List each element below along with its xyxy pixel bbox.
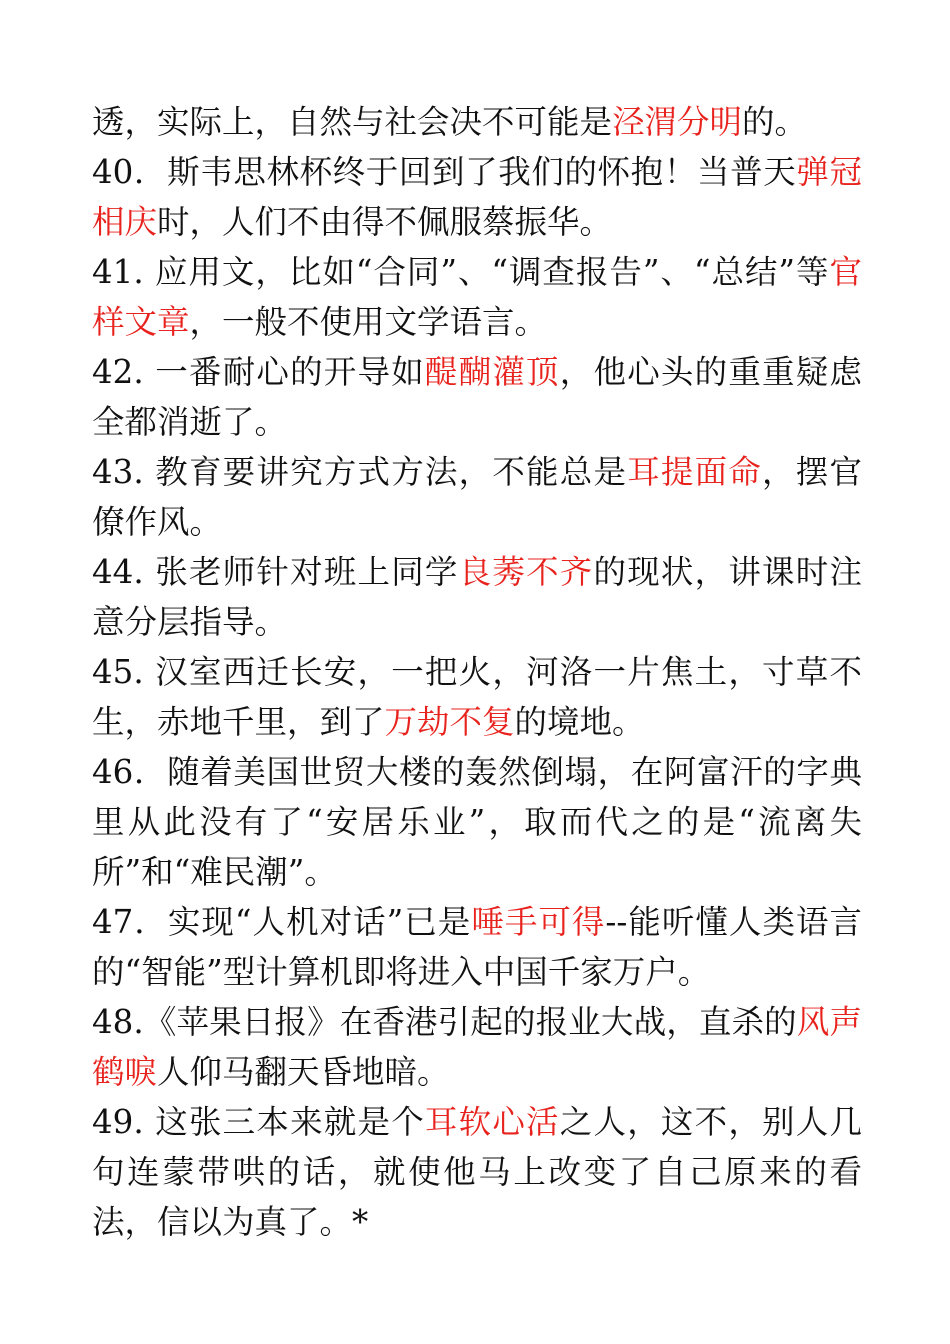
paragraph-45 xyxy=(92,647,862,747)
paragraph-40 xyxy=(92,147,862,247)
highlighted-idiom: 万劫不复 xyxy=(384,703,515,741)
paragraph-49 xyxy=(92,1097,862,1247)
segment: 人仰马翻天昏地暗。 xyxy=(157,1053,450,1091)
segment: ，摆官僚作风。 xyxy=(92,453,862,541)
segment: 46．随着美国世贸大楼的轰然倒塌，在阿富汗的字典里从此没有了“安居乐业”，取而代之的是“流离失所”和“难民潮”。 xyxy=(92,753,862,891)
paragraph-41 xyxy=(92,247,862,347)
paragraph-43 xyxy=(92,447,862,547)
segment: 47．实现“人机对话”已是 xyxy=(92,903,472,941)
paragraph-48 xyxy=(92,997,862,1097)
segment: 42. 一番耐心的开导如 xyxy=(92,353,425,391)
segment: 49. 这张三本来就是个 xyxy=(92,1103,425,1141)
segment: 透，实际上，自然与社会决不可能是 xyxy=(92,103,613,141)
segment: 时，人们不由得不佩服蔡振华。 xyxy=(157,203,613,241)
highlighted-idiom: 耳软心活 xyxy=(424,1103,560,1141)
segment: 41. 应用文，比如“合同”、“调查报告”、“总结”等 xyxy=(92,253,830,291)
segment: ，一般不使用文学语言。 xyxy=(189,303,548,341)
segment: 45. 汉室西迁长安，一把火，河洛一片焦土，寸草不生，赤地千里，到了 xyxy=(92,653,862,741)
paragraph-47 xyxy=(92,897,862,997)
paragraph-42 xyxy=(92,347,862,447)
segment: 44. 张老师针对班上同学 xyxy=(92,553,459,591)
highlighted-idiom: 风声鹤唳 xyxy=(92,1003,862,1091)
highlighted-idiom: 泾渭分明 xyxy=(612,103,743,141)
highlighted-idiom: 唾手可得 xyxy=(471,903,606,941)
segment: ，他心头的重重疑虑全都消逝了。 xyxy=(92,353,862,441)
paragraph-39-continued xyxy=(92,97,862,147)
highlighted-idiom: 耳提面命 xyxy=(627,453,763,491)
segment: 的境地。 xyxy=(514,703,645,741)
paragraph-46 xyxy=(92,747,862,897)
segment: 43. 教育要讲究方式方法，不能总是 xyxy=(92,453,628,491)
segment: 之人，这不，别人几句连蒙带哄的话，就使他马上改变了自己原来的看法，信以为真了。* xyxy=(92,1103,862,1241)
segment: 48.《苹果日报》在香港引起的报业大战，直杀的 xyxy=(92,1003,797,1041)
highlighted-idiom: 弹冠相庆 xyxy=(92,153,862,241)
segment: 40．斯韦思林杯终于回到了我们的怀抱！当普天 xyxy=(92,153,797,191)
document-body xyxy=(92,97,862,1247)
segment: 的。 xyxy=(742,103,808,141)
paragraph-44 xyxy=(92,547,862,647)
highlighted-idiom: 官样文章 xyxy=(92,253,862,341)
highlighted-idiom: 醍醐灌顶 xyxy=(424,353,560,391)
highlighted-idiom: 良莠不齐 xyxy=(458,553,594,591)
segment: 的现状，讲课时注意分层指导。 xyxy=(92,553,862,641)
segment: --能听懂人类语言的“智能”型计算机即将进入中国千家万户。 xyxy=(92,903,862,991)
